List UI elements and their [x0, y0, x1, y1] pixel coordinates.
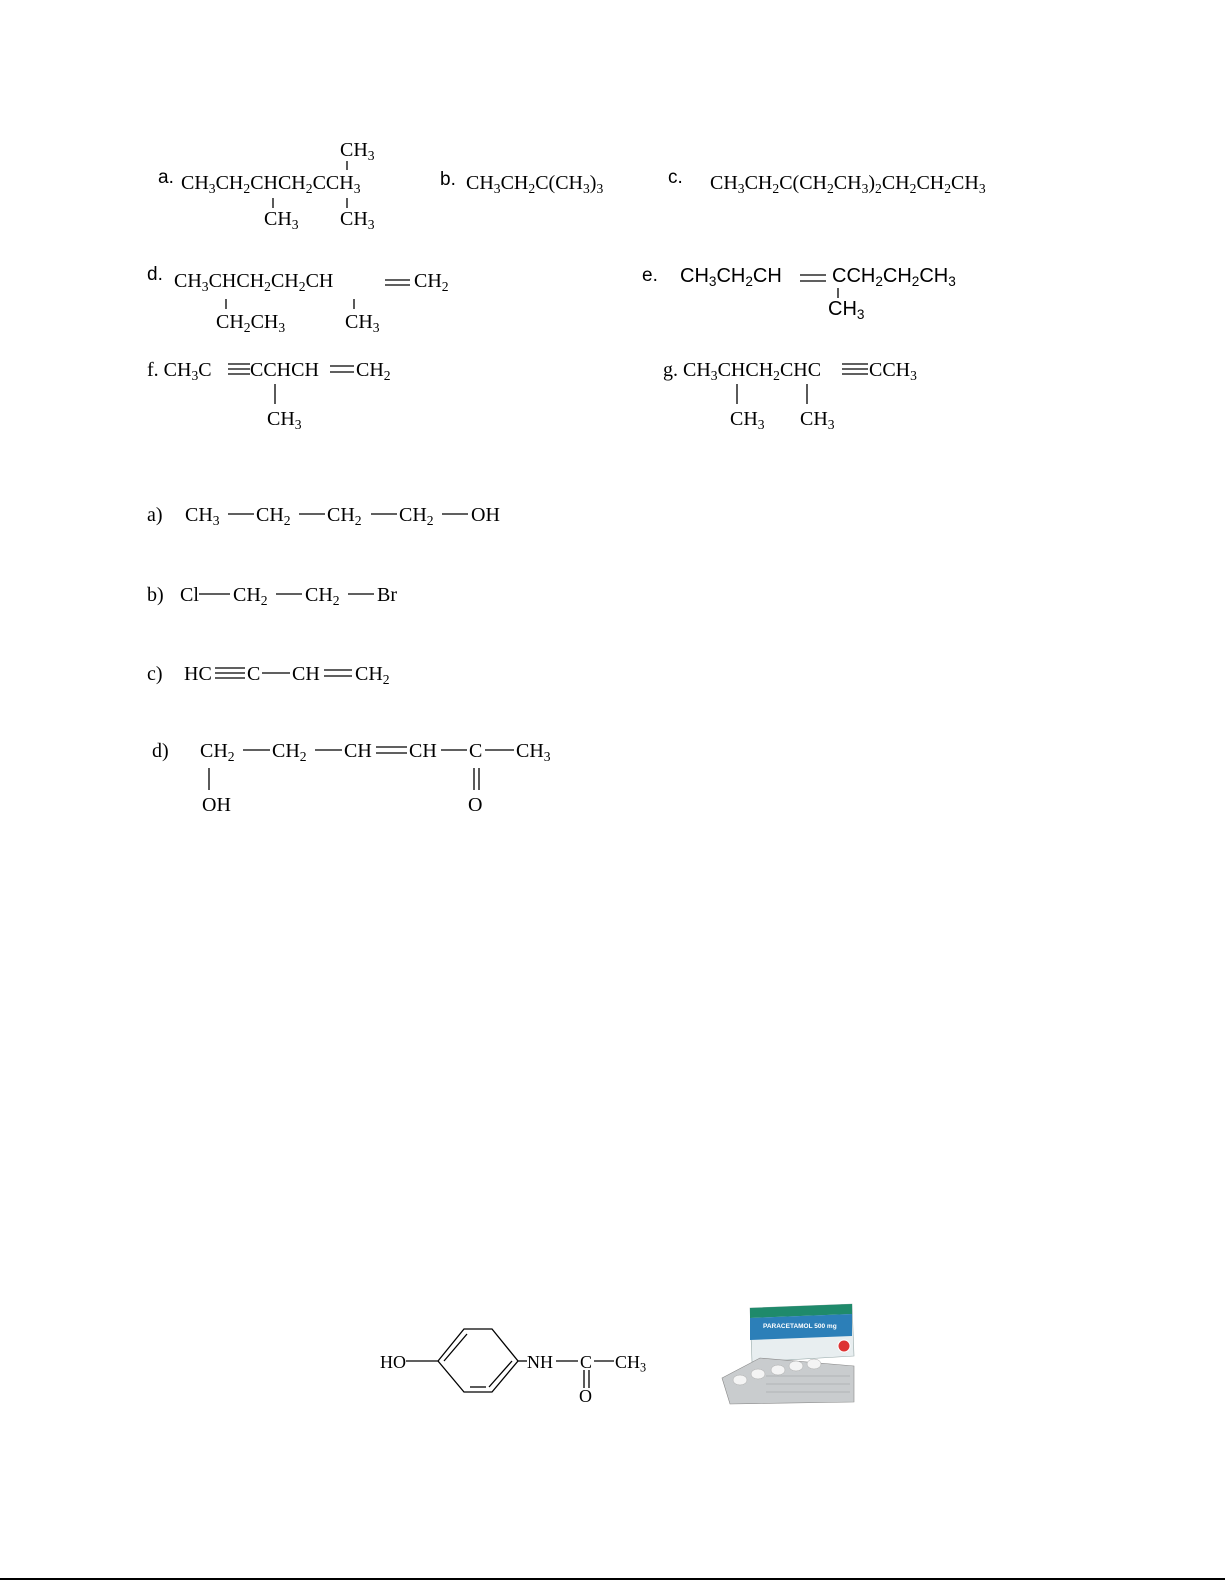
formula-2d-oxygen: O [468, 794, 483, 816]
formula-2b-g4: Br [377, 584, 397, 606]
formula-2a-g5: OH [471, 504, 500, 526]
formula-2a-g1: $CH_3$ [185, 504, 220, 528]
formula-e-substituent: $CH_3$ [828, 298, 865, 322]
paracetamol-package-image [720, 1300, 860, 1410]
formula-2b-g1: Cl [180, 584, 199, 606]
formula-f-end: $CH_2$ [356, 359, 391, 383]
formula-a-main-chain: $CH_3CH_2CHCH_2CCH_3$ [181, 172, 361, 196]
formula-a-substituent-1: $CH_3$ [264, 208, 299, 232]
formula-f-left: f. $CH_3C$ [147, 359, 212, 383]
formula-2d-g3: CH [344, 740, 372, 762]
page-bottom-rule [0, 1578, 1225, 1580]
formula-2d-g6: $CH_3$ [516, 740, 551, 764]
formula-g-substituent-2: $CH_3$ [800, 408, 835, 432]
paracetamol-nh: NH [527, 1352, 553, 1372]
label-2a: a) [147, 504, 163, 526]
formula-d-main-chain: $CH_3CHCH_2CH_2CH$ [174, 270, 334, 294]
formula-2d-g1: $CH_2$ [200, 740, 235, 764]
label-e: e. [642, 265, 658, 286]
paracetamol-oxygen: O [579, 1386, 592, 1406]
formula-a-top-substituent: $CH_3$ [340, 139, 375, 163]
formula-g-substituent-1: $CH_3$ [730, 408, 765, 432]
formula-e-left: $CH_3CH_2CH$ [680, 265, 782, 289]
label-d: d. [147, 264, 163, 285]
formula-2c-g1: HC [184, 663, 212, 685]
formula-2b-g2: $CH_2$ [233, 584, 268, 608]
formula-c: $CH_3CH_2C(CH_2CH_3)_2CH_2CH_2CH_3$ [710, 172, 986, 196]
label-2b: b) [147, 584, 164, 606]
paracetamol-methyl: $CH_3$ [615, 1352, 647, 1375]
formula-b: $CH_3CH_2C(CH_3)_3$ [466, 172, 604, 196]
label-a: a. [158, 167, 174, 188]
formula-d-end: $CH_2$ [414, 270, 449, 294]
formula-2d-g4: CH [409, 740, 437, 762]
formula-e-right: $CCH_2CH_2CH_3$ [832, 265, 956, 289]
label-2d: d) [152, 740, 169, 762]
label-b: b. [440, 169, 456, 190]
formula-a-substituent-2: $CH_3$ [340, 208, 375, 232]
formula-d-substituent-2: $CH_3$ [345, 311, 380, 335]
formula-2c-g4: $CH_2$ [355, 663, 390, 687]
formula-2d-g5: C [469, 740, 483, 762]
formula-2b-g3: $CH_2$ [305, 584, 340, 608]
formula-2d-g2: $CH_2$ [272, 740, 307, 764]
paracetamol-ho: HO [380, 1352, 406, 1372]
formula-2d-hydroxyl: OH [202, 794, 231, 816]
formula-f-substituent: $CH_3$ [267, 408, 302, 432]
formula-g-left: g. $CH_3CHCH_2CHC$ [663, 359, 822, 383]
formula-2a-g3: $CH_2$ [327, 504, 362, 528]
formula-2a-g4: $CH_2$ [399, 504, 434, 528]
formula-2c-g3: CH [292, 663, 320, 685]
label-2c: c) [147, 663, 163, 685]
formula-f-mid: CCHCH [250, 359, 319, 381]
formula-2a-g2: $CH_2$ [256, 504, 291, 528]
paracetamol-carbon: C [580, 1352, 593, 1372]
package-label: PARACETAMOL 500 mg [763, 1323, 837, 1330]
formula-g-end: $CCH_3$ [869, 359, 917, 383]
label-c: c. [668, 167, 683, 188]
formula-2c-g2: C [247, 663, 261, 685]
formula-d-substituent-1: $CH_2CH_3$ [216, 311, 286, 335]
